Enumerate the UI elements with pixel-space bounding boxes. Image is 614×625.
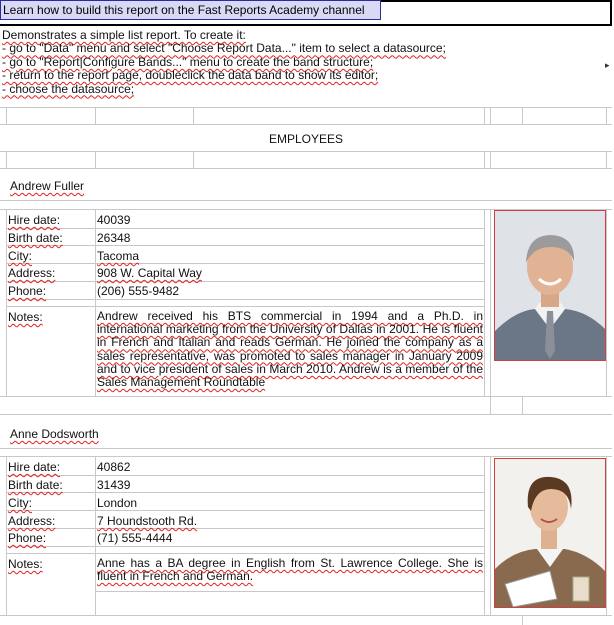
birth-date-label: Birth date: [8, 231, 63, 245]
phone-value: (206) 555-9482 [97, 284, 180, 298]
intro-text [2, 29, 602, 96]
city-label: City: [8, 249, 32, 263]
employee-name: Andrew Fuller [10, 179, 85, 193]
city-value: Tacoma [97, 249, 140, 263]
hire-date-label: Hire date: [8, 213, 61, 227]
notes-label: Notes: [8, 557, 43, 571]
birth-date-value: 26348 [97, 231, 131, 245]
intro-line: - return to the report page, doubleclick the data band to show its editor; [2, 68, 379, 83]
intro-line: Demonstrates a simple list report. To create it: [2, 28, 246, 42]
employee-photo [494, 210, 606, 361]
hire-date-value: 40862 [97, 460, 131, 474]
intro-line: - go to "Data" menu and select "Choose Report Data..." item to select a datasource; [2, 41, 446, 56]
hire-date-label: Hire date: [8, 460, 61, 474]
employee-photo [494, 458, 606, 608]
intro-line: - go to "Report|Configure Bands..." menu to create the band structure; [2, 54, 374, 69]
employee-name: Anne Dodsworth [10, 427, 99, 441]
notes-text: Andrew received his BTS commercial in 1994 and a Ph.D. in international marketing from the University of Dallas in 2001. He is fluent in French and Italian and reads German. He joined the company as a sales representative, was promoted to sales manager in January 2009 and to vice president of sales in March 2010. Andrew is a member of the Sales Management Roundtable [97, 310, 483, 390]
address-label: Address: [8, 514, 56, 528]
phone-label: Phone: [8, 284, 47, 298]
notes-text: Anne has a BA degree in English from St. Lawrence College. She is fluent in French and German. [97, 557, 483, 584]
report-title: EMPLOYEES [268, 132, 344, 146]
city-label: City: [8, 496, 32, 510]
phone-label: Phone: [8, 531, 47, 545]
address-value: 7 Houndstooth Rd. [97, 514, 198, 528]
notes-label: Notes: [8, 310, 43, 324]
academy-banner-link[interactable]: Learn how to build this report on the Fast Reports Academy channel [0, 0, 381, 20]
hire-date-value: 40039 [97, 213, 131, 227]
man-portrait-icon [495, 211, 605, 360]
scroll-right-arrow-icon[interactable]: ▸ [605, 60, 610, 70]
woman-portrait-icon [495, 459, 605, 607]
city-value: London [97, 496, 138, 510]
address-label: Address: [8, 266, 56, 280]
birth-date-value: 31439 [97, 478, 131, 492]
phone-value: (71) 555-4444 [97, 531, 173, 545]
birth-date-label: Birth date: [8, 478, 63, 492]
intro-line: - choose the datasource; [2, 81, 135, 96]
address-value: 908 W. Capital Way [97, 266, 202, 280]
